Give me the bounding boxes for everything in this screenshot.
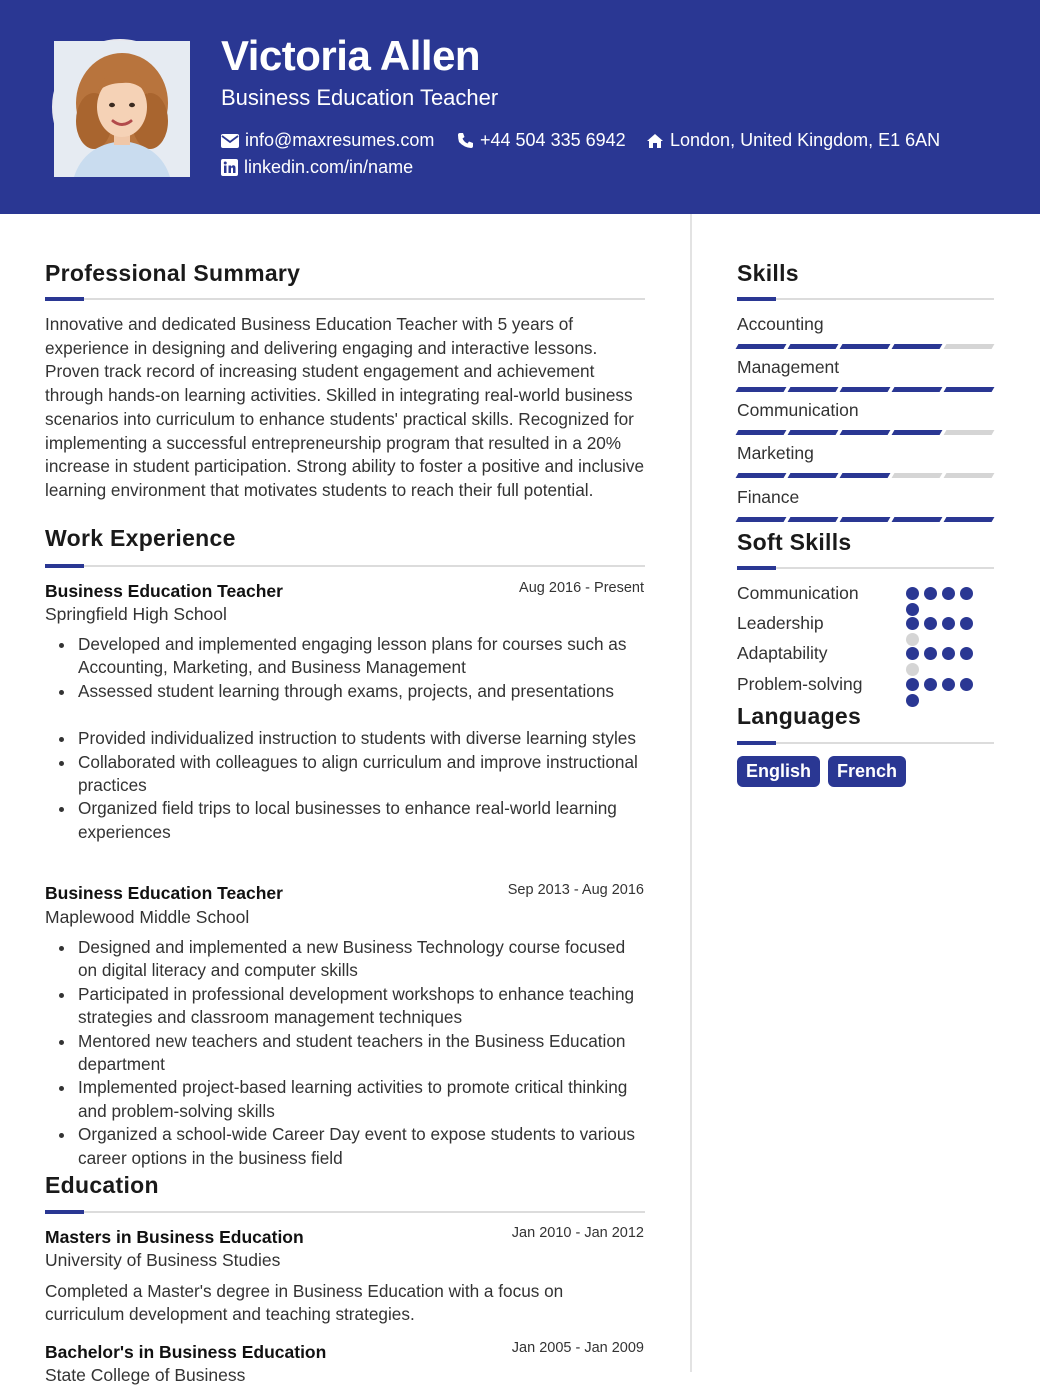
job-date: Sep 2013 - Aug 2016 xyxy=(507,882,644,898)
language-badge: French xyxy=(828,756,906,787)
section-rule xyxy=(45,1211,645,1213)
education-date: Jan 2005 - Jan 2009 xyxy=(511,1340,644,1356)
skill-level-segment xyxy=(736,517,787,522)
skill-level-segment xyxy=(788,344,839,349)
section-accent xyxy=(737,741,776,745)
skill-level-segment xyxy=(788,387,839,392)
skill-level-segment xyxy=(892,344,943,349)
soft-skill-name: Leadership xyxy=(737,613,824,633)
skill-level-segment xyxy=(840,430,891,435)
job-date: Aug 2016 - Present xyxy=(519,580,644,596)
skill-level-segment xyxy=(788,473,839,478)
skill-level-segment xyxy=(944,430,995,435)
summary-text: Innovative and dedicated Business Education Teacher with 5 years of experience in designing and delivering engaging and interactive lessons. Proven track record of increasing student engagement and achievement through hands-on learning activities. Skilled in integrating real-world business scenarios into curriculum to enhance students' practical skills. Recognized for implementing a successful entrepreneurship program that resulted in a 20% increase in student participation. Strong ability to foster a positive and inclusive learning environment that motivates students to reach their full potential. xyxy=(45,314,645,500)
education-heading: Education xyxy=(45,1172,159,1198)
rating-dot xyxy=(924,647,937,660)
degree-title: Masters in Business Education xyxy=(45,1227,304,1247)
skill-level-segment xyxy=(736,344,787,349)
job-title: Business Education Teacher xyxy=(45,581,283,601)
skill-name: Finance xyxy=(737,487,800,507)
soft-skill-name: Problem-solving xyxy=(737,674,863,694)
skill-level-segment xyxy=(788,517,839,522)
rating-dot xyxy=(906,647,919,660)
school-name: University of Business Studies xyxy=(45,1250,281,1270)
phone-contact[interactable] xyxy=(457,130,626,151)
skill-name: Management xyxy=(737,357,840,377)
skill-level-bar xyxy=(737,430,993,435)
rating-dot xyxy=(906,587,919,600)
list-item: Implemented project-based learning activities to promote critical thinking and problem-solving skills xyxy=(78,1076,648,1123)
skill-level-segment xyxy=(840,387,891,392)
column-divider xyxy=(690,214,692,1372)
phone-icon xyxy=(457,132,474,149)
soft-skill-rating xyxy=(906,587,980,616)
section-accent xyxy=(737,566,776,570)
linkedin-icon xyxy=(221,159,238,176)
rating-dot xyxy=(906,678,919,691)
section-accent xyxy=(45,297,84,301)
rating-dot xyxy=(942,617,955,630)
degree-title: Bachelor's in Business Education xyxy=(45,1342,327,1362)
phone-text: +44 504 335 6942 xyxy=(480,130,626,150)
skill-level-segment xyxy=(736,430,787,435)
soft-skill-name: Adaptability xyxy=(737,643,828,663)
skill-level-segment xyxy=(892,430,943,435)
list-item: Mentored new teachers and student teachers in the Business Education department xyxy=(78,1030,648,1077)
list-item: Designed and implemented a new Business Technology course focused on digital literacy and computer skills xyxy=(78,936,648,983)
skill-level-segment xyxy=(944,387,995,392)
rating-dot xyxy=(960,647,973,660)
soft-skills-heading: Soft Skills xyxy=(737,529,852,555)
skill-level-segment xyxy=(840,473,891,478)
skill-level-segment xyxy=(944,473,995,478)
job-bullets xyxy=(78,936,648,1170)
profile-photo xyxy=(52,39,188,175)
rating-dot xyxy=(960,587,973,600)
section-accent xyxy=(737,297,776,301)
list-item: Assessed student learning through exams, projects, and presentations xyxy=(78,680,648,703)
skill-level-segment xyxy=(944,344,995,349)
section-rule xyxy=(45,565,645,567)
candidate-title: Business Education Teacher xyxy=(221,85,499,110)
rating-dot xyxy=(942,647,955,660)
skill-level-segment xyxy=(892,517,943,522)
portrait-image xyxy=(54,41,190,177)
skill-level-segment xyxy=(788,430,839,435)
languages-heading: Languages xyxy=(737,703,862,729)
skill-level-segment xyxy=(736,473,787,478)
address-text: London, United Kingdom, E1 6AN xyxy=(670,130,941,150)
skill-level-segment xyxy=(840,344,891,349)
job-title: Business Education Teacher xyxy=(45,883,283,903)
section-rule xyxy=(45,298,645,300)
rating-dot xyxy=(906,663,919,676)
header-banner xyxy=(0,0,1040,214)
list-item: Collaborated with colleagues to align curriculum and improve instructional practices xyxy=(78,751,648,798)
rating-dot xyxy=(942,678,955,691)
rating-dot xyxy=(924,587,937,600)
skill-level-segment xyxy=(944,517,995,522)
skill-level-bar xyxy=(737,387,993,392)
education-description: Completed a Master's degree in Business Education with a focus on curriculum development and teaching strategies. xyxy=(45,1281,564,1325)
rating-dot xyxy=(906,603,919,616)
rating-dot xyxy=(906,633,919,646)
section-accent xyxy=(45,1210,84,1214)
skill-level-segment xyxy=(892,473,943,478)
skill-name: Communication xyxy=(737,400,859,420)
linkedin-text: linkedin.com/in/name xyxy=(244,157,414,177)
rating-dot xyxy=(924,617,937,630)
skill-name: Accounting xyxy=(737,314,824,334)
school-name: State College of Business xyxy=(45,1365,246,1385)
soft-skill-rating xyxy=(906,617,980,646)
section-accent xyxy=(45,564,84,568)
rating-dot xyxy=(906,694,919,707)
list-item: Developed and implemented engaging lesson plans for courses such as Accounting, Marketing, and Business Management xyxy=(78,633,648,680)
skill-level-segment xyxy=(736,387,787,392)
soft-skill-rating xyxy=(906,678,980,707)
skills-heading: Skills xyxy=(737,260,799,286)
skill-name: Marketing xyxy=(737,443,814,463)
languages-list xyxy=(737,756,906,787)
candidate-name: Victoria Allen xyxy=(221,32,481,79)
soft-skill-name: Communication xyxy=(737,583,859,603)
work-heading: Work Experience xyxy=(45,525,236,551)
job-organization: Springfield High School xyxy=(45,604,227,624)
email-contact[interactable] xyxy=(221,130,434,151)
job-organization: Maplewood Middle School xyxy=(45,907,250,927)
education-date: Jan 2010 - Jan 2012 xyxy=(511,1225,644,1241)
list-item: Provided individualized instruction to students with diverse learning styles xyxy=(78,727,648,750)
rating-dot xyxy=(942,587,955,600)
linkedin-contact[interactable] xyxy=(221,157,413,178)
language-badge: English xyxy=(737,756,820,787)
address-contact xyxy=(646,130,940,151)
skill-level-segment xyxy=(892,387,943,392)
list-item: Organized field trips to local businesses to enhance real-world learning experiences xyxy=(78,797,648,844)
envelope-icon xyxy=(221,134,239,148)
list-item: Organized a school-wide Career Day event to expose students to various career options in the business field xyxy=(78,1123,648,1170)
skill-level-segment xyxy=(840,517,891,522)
skill-level-bar xyxy=(737,473,993,478)
rating-dot xyxy=(960,617,973,630)
skill-level-bar xyxy=(737,344,993,349)
list-item: Participated in professional development workshops to enhance teaching strategies and classroom management techniques xyxy=(78,983,648,1030)
home-icon xyxy=(646,133,664,149)
email-text: info@maxresumes.com xyxy=(245,130,435,150)
soft-skill-rating xyxy=(906,647,980,676)
job-bullets xyxy=(78,633,648,844)
rating-dot xyxy=(906,617,919,630)
rating-dot xyxy=(960,678,973,691)
rating-dot xyxy=(924,678,937,691)
skill-level-bar xyxy=(737,517,993,522)
summary-heading: Professional Summary xyxy=(45,260,301,286)
